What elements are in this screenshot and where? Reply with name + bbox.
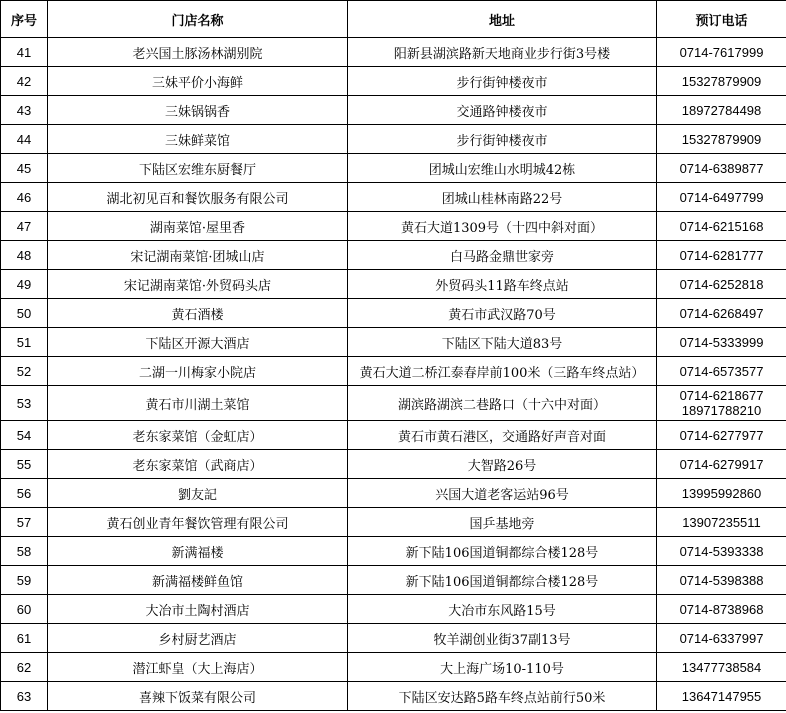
cell-phone [657,38,786,67]
cell-phone [657,67,786,96]
table-row [1,96,786,125]
table-row [1,682,786,711]
cell-phone [657,421,786,450]
cell-name: 新满福楼鲜鱼馆 [48,566,348,595]
cell-address: 国乒基地旁 [348,508,657,537]
cell-phone [657,299,786,328]
cell-no: 63 [1,682,48,711]
cell-phone [657,125,786,154]
table-row [1,357,786,386]
cell-address: 团城山桂林南路22号 [348,183,657,212]
cell-name: 新满福楼 [48,537,348,566]
table-row [1,125,786,154]
cell-name: 三妹锅锅香 [48,96,348,125]
phone-number: 0714-6279917 [679,456,764,472]
cell-address: 黄石大道二桥江泰春岸前100米（三路车终点站） [348,357,657,386]
cell-no: 56 [1,479,48,508]
cell-name: 黄石创业青年餐饮管理有限公司 [48,508,348,537]
cell-address: 下陆区安达路5路车终点站前行50米 [348,682,657,711]
cell-address: 交通路钟楼夜市 [348,96,657,125]
cell-name: 下陆区宏维东厨餐厅 [48,154,348,183]
cell-phone [657,682,786,711]
table-row [1,270,786,299]
phone-number: 0714-7617999 [679,44,764,60]
cell-no: 51 [1,328,48,357]
table-body [1,38,786,711]
cell-address: 新下陆106国道铜都综合楼128号 [348,537,657,566]
table-row [1,154,786,183]
table-row [1,653,786,682]
table-row [1,479,786,508]
phone-number: 18971788210 [681,403,762,418]
cell-address: 阳新县湖滨路新天地商业步行街3号楼 [348,38,657,67]
table-row [1,566,786,595]
cell-phone [657,357,786,386]
cell-phone [657,386,786,421]
cell-address: 湖滨路湖滨二巷路口（十六中对面） [348,386,657,421]
cell-address: 白马路金鼎世家旁 [348,241,657,270]
cell-phone [657,624,786,653]
cell-address: 外贸码头11路车终点站 [348,270,657,299]
cell-name: 黄石市川湖土菜馆 [48,386,348,421]
cell-no: 62 [1,653,48,682]
cell-name: 湖南菜馆·屋里香 [48,212,348,241]
cell-name: 三妹平价小海鲜 [48,67,348,96]
cell-no: 53 [1,386,48,421]
cell-name: 潜江虾皇（大上海店） [48,653,348,682]
phone-number: 0714-6268497 [679,305,764,321]
table-row [1,537,786,566]
cell-name: 老东家菜馆（武商店） [48,450,348,479]
cell-address: 大冶市东风路15号 [348,595,657,624]
cell-no: 44 [1,125,48,154]
cell-address: 大智路26号 [348,450,657,479]
cell-no: 52 [1,357,48,386]
cell-phone [657,479,786,508]
cell-name: 湖北初见百和餐饮服务有限公司 [48,183,348,212]
table-row [1,38,786,67]
phone-number: 0714-6497799 [679,189,764,205]
phone-number: 0714-6281777 [679,247,764,263]
cell-name: 二湖一川梅家小院店 [48,357,348,386]
cell-no: 59 [1,566,48,595]
cell-no: 55 [1,450,48,479]
cell-address: 下陆区下陆大道83号 [348,328,657,357]
table-row [1,328,786,357]
cell-address: 大上海广场10-110号 [348,653,657,682]
header-phone: 预订电话 [657,1,786,38]
header-row [1,1,786,38]
cell-no: 45 [1,154,48,183]
table-row [1,212,786,241]
table-row [1,386,786,421]
cell-phone [657,154,786,183]
cell-address: 兴国大道老客运站96号 [348,479,657,508]
phone-number: 0714-5393338 [679,543,764,559]
cell-no: 41 [1,38,48,67]
cell-name: 劉友記 [48,479,348,508]
cell-name: 宋记湖南菜馆·团城山店 [48,241,348,270]
phone-number: 13907235511 [682,514,761,530]
phone-number: 0714-6573577 [679,363,764,379]
phone-number: 15327879909 [681,131,762,147]
cell-phone [657,450,786,479]
table-row [1,241,786,270]
cell-phone [657,537,786,566]
cell-address: 新下陆106国道铜都综合楼128号 [348,566,657,595]
cell-name: 下陆区开源大酒店 [48,328,348,357]
cell-no: 54 [1,421,48,450]
cell-name: 三妹鲜菜馆 [48,125,348,154]
phone-number: 0714-6215168 [679,218,764,234]
phone-number: 13647147955 [681,688,762,704]
cell-name: 乡村厨艺酒店 [48,624,348,653]
cell-address: 团城山宏维山水明城42栋 [348,154,657,183]
cell-phone [657,566,786,595]
cell-phone [657,508,786,537]
table-row [1,595,786,624]
table-row [1,67,786,96]
table-row [1,299,786,328]
cell-name: 老东家菜馆（金虹店） [48,421,348,450]
cell-no: 49 [1,270,48,299]
cell-no: 58 [1,537,48,566]
table-row [1,624,786,653]
cell-phone [657,328,786,357]
cell-phone [657,241,786,270]
cell-address: 步行街钟楼夜市 [348,125,657,154]
cell-no: 60 [1,595,48,624]
cell-no: 43 [1,96,48,125]
cell-name: 老兴国土豚汤林湖别院 [48,38,348,67]
phone-number: 0714-6252818 [679,276,764,292]
cell-no: 57 [1,508,48,537]
phone-number: 13995992860 [681,485,762,501]
table-row [1,508,786,537]
cell-name: 宋记湖南菜馆·外贸码头店 [48,270,348,299]
phone-number: 13477738584 [681,659,762,675]
table-row [1,183,786,212]
table-row [1,450,786,479]
header-name: 门店名称 [48,1,348,38]
phone-number: 0714-5333999 [679,334,764,350]
phone-number: 0714-8738968 [679,601,764,617]
cell-no: 48 [1,241,48,270]
phone-number: 0714-6218677 [679,388,764,403]
phone-number: 0714-6337997 [679,630,764,646]
cell-phone [657,653,786,682]
header-address: 地址 [348,1,657,38]
cell-name: 黄石酒楼 [48,299,348,328]
cell-no: 61 [1,624,48,653]
cell-address: 黄石市黄石港区，交通路好声音对面 [348,421,657,450]
phone-number: 0714-5398388 [679,572,764,588]
phone-number: 0714-6389877 [679,160,764,176]
cell-name: 喜辣下饭菜有限公司 [48,682,348,711]
cell-phone [657,595,786,624]
cell-name: 大冶市土陶村酒店 [48,595,348,624]
cell-phone [657,183,786,212]
cell-address: 黄石大道1309号（十四中斜对面） [348,212,657,241]
cell-no: 42 [1,67,48,96]
cell-phone [657,96,786,125]
cell-address: 黄石市武汉路70号 [348,299,657,328]
phone-number: 18972784498 [681,102,762,118]
cell-phone [657,270,786,299]
cell-no: 47 [1,212,48,241]
header-no: 序号 [1,1,48,38]
cell-no: 50 [1,299,48,328]
cell-address: 牧羊湖创业街37副13号 [348,624,657,653]
cell-no: 46 [1,183,48,212]
cell-phone [657,212,786,241]
cell-address: 步行街钟楼夜市 [348,67,657,96]
phone-number: 0714-6277977 [679,427,764,443]
phone-number: 15327879909 [681,73,762,89]
table-row [1,421,786,450]
